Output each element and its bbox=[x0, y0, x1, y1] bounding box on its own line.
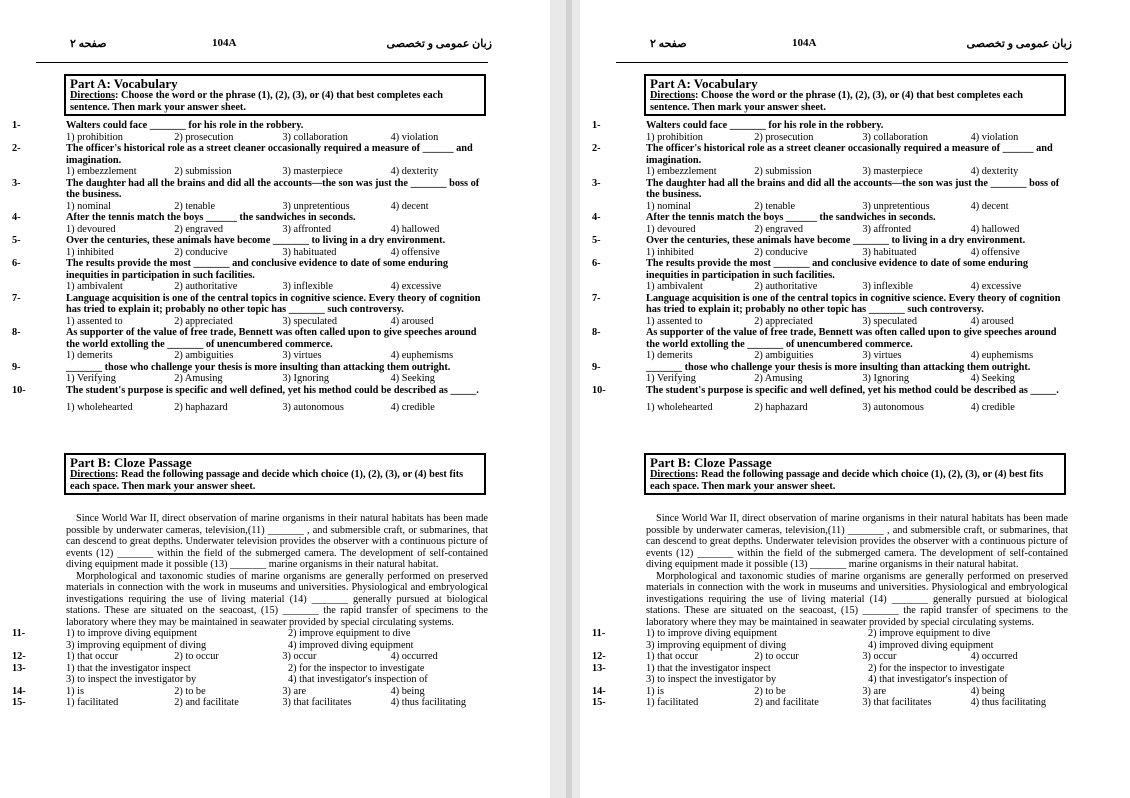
option-1[interactable]: 1) inhibited bbox=[646, 246, 694, 258]
exam-page-right bbox=[580, 0, 1130, 798]
option-1[interactable]: 1) Verifying bbox=[646, 373, 696, 384]
cloze-question-12 bbox=[580, 651, 1130, 663]
answer-options bbox=[66, 224, 488, 236]
cloze-question-15 bbox=[0, 697, 550, 709]
option-3[interactable]: 3) are bbox=[282, 685, 307, 697]
option-4[interactable]: 4) violation bbox=[970, 131, 1019, 143]
answer-options bbox=[646, 651, 1068, 663]
answer-options bbox=[66, 628, 488, 651]
option-2[interactable]: 2) prosecution bbox=[174, 131, 234, 143]
answer-options bbox=[646, 663, 1068, 686]
option-1[interactable]: 1) is bbox=[646, 685, 665, 697]
option-1[interactable]: 1) nominal bbox=[66, 200, 111, 212]
option-3[interactable]: 3) to inspect the investigator by bbox=[66, 674, 197, 685]
option-1[interactable]: 1) wholehearted bbox=[66, 402, 133, 413]
vocabulary-questions bbox=[0, 120, 550, 414]
question-stem: After the tennis match the boys ______ the sandwiches in seconds. bbox=[66, 212, 356, 223]
question-stem: The daughter had all the brains and did all the accounts—the son was just the _______ boss of the business. bbox=[66, 177, 480, 200]
question-3 bbox=[0, 178, 550, 213]
part-b-directions bbox=[70, 469, 480, 492]
option-3[interactable]: 3) Ignoring bbox=[862, 373, 909, 384]
option-3[interactable]: 3) improving equipment of diving bbox=[646, 639, 787, 651]
option-2[interactable]: 2) tenable bbox=[754, 200, 796, 212]
option-3[interactable]: 3) inflexible bbox=[862, 281, 913, 292]
option-2[interactable]: 2) Amusing bbox=[754, 373, 803, 384]
option-2[interactable]: 2) haphazard bbox=[754, 402, 808, 413]
option-2[interactable]: 2) prosecution bbox=[754, 131, 814, 143]
directions-label: Directions bbox=[70, 469, 115, 480]
question-2 bbox=[580, 143, 1130, 178]
answer-options bbox=[646, 247, 1068, 259]
part-b-directions bbox=[650, 469, 1060, 492]
question-number: 1- bbox=[592, 120, 601, 131]
option-4[interactable]: 4) being bbox=[970, 685, 1005, 697]
question-number: 6- bbox=[12, 258, 21, 269]
option-2[interactable]: 2) haphazard bbox=[174, 402, 228, 413]
question-number: 9- bbox=[592, 361, 601, 373]
part-b-directions-box bbox=[64, 453, 486, 495]
option-1[interactable]: 1) wholehearted bbox=[646, 402, 713, 413]
option-3[interactable]: 3) to inspect the investigator by bbox=[646, 674, 777, 685]
question-number: 9- bbox=[12, 361, 21, 373]
part-a-directions-box bbox=[64, 74, 486, 116]
part-b-title: Part B: Cloze Passage bbox=[650, 455, 772, 470]
question-8 bbox=[0, 327, 550, 362]
answer-options bbox=[66, 350, 488, 362]
passage-paragraph: Morphological and taxonomic studies of marine organisms are generally performed on preserved materials in connection with the work in museums and universities. Physiological and embryological investigations requiring the use of living material (14) _______ generally pursued at biological stations. These are situated on the seacoast, (15) _______ the rapid transfer of specimens to the laboratory where they may be maintained in seawater provided by special circulating systems. bbox=[66, 570, 488, 628]
page-number: صفحه ۲ bbox=[650, 38, 687, 50]
question-number: 3- bbox=[592, 177, 601, 189]
cloze-question-11 bbox=[580, 628, 1130, 651]
option-4[interactable]: 4) decent bbox=[970, 200, 1009, 212]
option-4[interactable]: 4) offensive bbox=[390, 246, 440, 258]
option-4[interactable]: 4) occurred bbox=[970, 651, 1018, 662]
question-stem: As supporter of the value of free trade, Bennett was often called upon to give speeches around the world extolling the _______ of unencumbered commerce. bbox=[646, 327, 1057, 350]
option-4[interactable]: 4) aroused bbox=[390, 315, 434, 327]
option-4[interactable]: 4) occurred bbox=[390, 651, 438, 662]
page-number: صفحه ۲ bbox=[70, 38, 107, 50]
option-3[interactable]: 3) unpretentious bbox=[862, 200, 930, 212]
option-3[interactable]: 3) virtues bbox=[282, 350, 322, 361]
option-3[interactable]: 3) affronted bbox=[862, 223, 912, 235]
option-2[interactable]: 2) and facilitate bbox=[174, 697, 239, 708]
question-number: 7- bbox=[12, 292, 21, 304]
question-number: 14- bbox=[592, 685, 606, 697]
directions-label: Directions bbox=[650, 90, 695, 101]
answer-options bbox=[646, 373, 1068, 385]
question-4 bbox=[0, 212, 550, 235]
option-2[interactable]: 2) Amusing bbox=[174, 373, 223, 384]
option-2[interactable]: 2) authoritative bbox=[174, 281, 238, 292]
option-4[interactable]: 4) offensive bbox=[970, 246, 1020, 258]
directions-label: Directions bbox=[650, 469, 695, 480]
option-1[interactable]: 1) to improve diving equipment bbox=[66, 628, 197, 639]
question-stem: Language acquisition is one of the central topics in cognitive science. Every theory of cognition has tried to explain it; probably no other topic has _______ such controversy. bbox=[646, 292, 1061, 315]
option-2[interactable]: 2) ambiguities bbox=[174, 350, 234, 361]
passage-paragraph: Since World War II, direct observation of marine organisms in their natural habitats has been made possible by underwater cameras, television,(11) _______ , and submersible craft, or submarines, that can descend to great depths. Underwater television provides the observer with a continuous picture of events (12) _______ within the field of the submerged camera. The development of self-contained diving equipment made it possible (13) _______ marine organisms in their natural habitat. bbox=[66, 513, 488, 570]
option-2[interactable]: 2) improve equipment to dive bbox=[868, 628, 991, 639]
question-stem: The results provide the most _______ and conclusive evidence to date of some enduring inequities in participation in such facilities. bbox=[66, 258, 449, 281]
question-number: 5- bbox=[592, 235, 601, 246]
option-4[interactable]: 4) violation bbox=[390, 131, 439, 143]
question-1 bbox=[580, 120, 1130, 143]
question-stem: After the tennis match the boys ______ the sandwiches in seconds. bbox=[646, 212, 936, 223]
passage-paragraph: Since World War II, direct observation of marine organisms in their natural habitats has been made possible by underwater cameras, television,(11) _______ , and submersible craft, or submarines, that can descend to great depths. Underwater television provides the observer with a continuous picture of events (12) _______ within the field of the submerged camera. The development of self-contained diving equipment made it possible (13) _______ marine organisms in their natural habitat. bbox=[646, 513, 1068, 570]
option-4[interactable]: 4) that investigator's inspection of bbox=[288, 674, 428, 685]
question-stem: Walters could face _______ for his role in the robbery. bbox=[66, 120, 304, 131]
option-3[interactable]: 3) inflexible bbox=[282, 281, 333, 292]
option-3[interactable]: 3) speculated bbox=[862, 315, 917, 327]
question-number: 10- bbox=[592, 384, 606, 396]
option-3[interactable]: 3) masterpiece bbox=[282, 166, 343, 177]
answer-options bbox=[66, 697, 488, 709]
answer-options bbox=[646, 686, 1068, 698]
answer-options bbox=[646, 281, 1068, 293]
vocabulary-questions bbox=[580, 120, 1130, 414]
exam-page-left bbox=[0, 0, 550, 798]
answer-options bbox=[66, 281, 488, 293]
cloze-question-15 bbox=[580, 697, 1130, 709]
option-1[interactable]: 1) prohibition bbox=[646, 131, 703, 143]
question-number: 15- bbox=[592, 697, 606, 708]
answer-options bbox=[646, 316, 1068, 328]
option-4[interactable]: 4) dexterity bbox=[970, 166, 1019, 177]
option-2[interactable]: 2) to be bbox=[754, 685, 786, 697]
subject-title: زبان عمومی و تخصصی bbox=[386, 38, 492, 50]
option-3[interactable]: 3) habituated bbox=[862, 246, 917, 258]
option-2[interactable]: 2) improve equipment to dive bbox=[288, 628, 411, 639]
option-4[interactable]: 4) Seeking bbox=[970, 373, 1015, 384]
cloze-question-13 bbox=[580, 663, 1130, 686]
option-4[interactable]: 4) euphemisms bbox=[390, 350, 454, 361]
question-number: 4- bbox=[12, 212, 21, 223]
option-1[interactable]: 1) ambivalent bbox=[646, 281, 703, 292]
question-number: 1- bbox=[12, 120, 21, 131]
option-1[interactable]: 1) Verifying bbox=[66, 373, 116, 384]
option-4[interactable]: 4) improved diving equipment bbox=[288, 639, 414, 651]
question-number: 13- bbox=[12, 662, 26, 674]
option-2[interactable]: 2) submission bbox=[754, 166, 812, 177]
option-1[interactable]: 1) embezzlement bbox=[66, 166, 137, 177]
directions-label: Directions bbox=[70, 90, 115, 101]
question-5 bbox=[0, 235, 550, 258]
option-1[interactable]: 1) demerits bbox=[646, 350, 693, 361]
directions-text: : Read the following passage and decide which choice (1), (2), (3), or (4) best fits each space. Then mark your answer sheet. bbox=[650, 469, 1044, 492]
option-3[interactable]: 3) are bbox=[862, 685, 887, 697]
question-stem: _______ those who challenge your thesis is more insulting than attacking them outright. bbox=[66, 361, 451, 373]
question-10 bbox=[0, 385, 550, 414]
question-stem: Over the centuries, these animals have become _______ to living in a dry environment. bbox=[66, 235, 446, 246]
option-4[interactable]: 4) hallowed bbox=[970, 223, 1020, 235]
part-a-directions bbox=[70, 90, 480, 113]
question-5 bbox=[580, 235, 1130, 258]
answer-options bbox=[646, 201, 1068, 213]
option-1[interactable]: 1) that the investigator inspect bbox=[66, 662, 191, 674]
option-3[interactable]: 3) autonomous bbox=[862, 402, 924, 413]
option-3[interactable]: 3) affronted bbox=[282, 223, 332, 235]
option-3[interactable]: 3) Ignoring bbox=[282, 373, 329, 384]
question-stem: The officer's historical role as a street cleaner occasionally required a measure of ______ and imagination. bbox=[66, 143, 473, 166]
option-3[interactable]: 3) speculated bbox=[282, 315, 337, 327]
question-stem: As supporter of the value of free trade, Bennett was often called upon to give speeches around the world extolling the _______ of unencumbered commerce. bbox=[66, 327, 477, 350]
question-number: 7- bbox=[592, 292, 601, 304]
question-4 bbox=[580, 212, 1130, 235]
question-8 bbox=[580, 327, 1130, 362]
answer-options bbox=[66, 651, 488, 663]
option-1[interactable]: 1) devoured bbox=[646, 223, 696, 235]
question-stem: The student's purpose is specific and well defined, yet his method could be described as _____. bbox=[66, 384, 479, 396]
option-3[interactable]: 3) improving equipment of diving bbox=[66, 639, 207, 651]
option-3[interactable]: 3) collaboration bbox=[282, 131, 348, 143]
option-2[interactable]: 2) conducive bbox=[174, 246, 228, 258]
question-number: 4- bbox=[592, 212, 601, 223]
option-4[interactable]: 4) thus facilitating bbox=[970, 697, 1047, 708]
option-1[interactable]: 1) that the investigator inspect bbox=[646, 662, 771, 674]
cloze-question-14 bbox=[580, 686, 1130, 698]
directions-text: : Choose the word or the phrase (1), (2), (3), or (4) that best completes each sentence. Then mark your answer sheet. bbox=[650, 90, 1023, 113]
part-b-directions-box bbox=[644, 453, 1066, 495]
answer-options bbox=[646, 402, 1068, 414]
question-6 bbox=[0, 258, 550, 293]
option-4[interactable]: 4) decent bbox=[390, 200, 429, 212]
option-3[interactable]: 3) masterpiece bbox=[862, 166, 923, 177]
question-stem: The student's purpose is specific and well defined, yet his method could be described as _____. bbox=[646, 384, 1059, 396]
option-4[interactable]: 4) being bbox=[390, 685, 425, 697]
option-3[interactable]: 3) occur bbox=[862, 651, 897, 662]
option-1[interactable]: 1) facilitated bbox=[66, 697, 119, 708]
part-a-directions bbox=[650, 90, 1060, 113]
question-7 bbox=[0, 293, 550, 328]
question-number: 13- bbox=[592, 662, 606, 674]
option-3[interactable]: 3) unpretentious bbox=[282, 200, 350, 212]
cloze-question-14 bbox=[0, 686, 550, 698]
option-2[interactable]: 2) engraved bbox=[174, 223, 224, 235]
cloze-question-11 bbox=[0, 628, 550, 651]
question-stem: The officer's historical role as a street cleaner occasionally required a measure of ______ and imagination. bbox=[646, 143, 1053, 166]
question-number: 2- bbox=[12, 143, 21, 154]
answer-options bbox=[66, 686, 488, 698]
part-a-title: Part A: Vocabulary bbox=[650, 76, 758, 91]
cloze-section bbox=[0, 513, 550, 709]
option-4[interactable]: 4) Seeking bbox=[390, 373, 435, 384]
question-6 bbox=[580, 258, 1130, 293]
option-2[interactable]: 2) to be bbox=[174, 685, 206, 697]
option-2[interactable]: 2) submission bbox=[174, 166, 232, 177]
question-number: 8- bbox=[592, 327, 601, 338]
option-2[interactable]: 2) ambiguities bbox=[754, 350, 814, 361]
option-3[interactable]: 3) autonomous bbox=[282, 402, 344, 413]
question-stem: Walters could face _______ for his role in the robbery. bbox=[646, 120, 884, 131]
answer-options bbox=[66, 247, 488, 259]
option-4[interactable]: 4) hallowed bbox=[390, 223, 440, 235]
question-3 bbox=[580, 178, 1130, 213]
option-1[interactable]: 1) facilitated bbox=[646, 697, 699, 708]
option-2[interactable]: 2) authoritative bbox=[754, 281, 818, 292]
question-number: 10- bbox=[12, 384, 26, 396]
exam-code: 104A bbox=[792, 37, 817, 49]
question-7 bbox=[580, 293, 1130, 328]
page-header bbox=[580, 37, 1130, 51]
option-3[interactable]: 3) collaboration bbox=[862, 131, 928, 143]
option-2[interactable]: 2) for the inspector to investigate bbox=[868, 662, 1005, 674]
part-b-title: Part B: Cloze Passage bbox=[70, 455, 192, 470]
answer-options bbox=[66, 316, 488, 328]
part-a-title: Part A: Vocabulary bbox=[70, 76, 178, 91]
option-4[interactable]: 4) aroused bbox=[970, 315, 1014, 327]
option-1[interactable]: 1) assented to bbox=[646, 315, 703, 327]
question-stem: Language acquisition is one of the central topics in cognitive science. Every theory of cognition has tried to explain it; probably no other topic has _______ such controversy. bbox=[66, 292, 481, 315]
question-9 bbox=[0, 362, 550, 385]
option-3[interactable]: 3) virtues bbox=[862, 350, 902, 361]
question-9 bbox=[580, 362, 1130, 385]
directions-text: : Choose the word or the phrase (1), (2), (3), or (4) that best completes each sentence. Then mark your answer sheet. bbox=[70, 90, 443, 113]
option-2[interactable]: 2) to occur bbox=[754, 651, 799, 662]
option-3[interactable]: 3) that facilitates bbox=[862, 697, 932, 708]
answer-options bbox=[66, 166, 488, 178]
option-3[interactable]: 3) that facilitates bbox=[282, 697, 352, 708]
option-2[interactable]: 2) and facilitate bbox=[754, 697, 819, 708]
question-stem: The results provide the most _______ and conclusive evidence to date of some enduring inequities in participation in such facilities. bbox=[646, 258, 1029, 281]
answer-options bbox=[646, 166, 1068, 178]
answer-options bbox=[66, 402, 488, 414]
question-number: 6- bbox=[592, 258, 601, 269]
question-number: 12- bbox=[592, 651, 606, 662]
page-header bbox=[0, 37, 550, 51]
subject-title: زبان عمومی و تخصصی bbox=[966, 38, 1072, 50]
part-a-directions-box bbox=[644, 74, 1066, 116]
answer-options bbox=[646, 697, 1068, 709]
exam-code: 104A bbox=[212, 37, 237, 49]
option-2[interactable]: 2) appreciated bbox=[174, 315, 233, 327]
answer-options bbox=[66, 663, 488, 686]
question-number: 2- bbox=[592, 143, 601, 154]
answer-options bbox=[66, 373, 488, 385]
page-divider bbox=[566, 0, 572, 798]
question-number: 12- bbox=[12, 651, 26, 662]
option-4[interactable]: 4) excessive bbox=[390, 281, 442, 292]
option-1[interactable]: 1) assented to bbox=[66, 315, 123, 327]
option-2[interactable]: 2) conducive bbox=[754, 246, 808, 258]
option-1[interactable]: 1) ambivalent bbox=[66, 281, 123, 292]
question-stem: _______ those who challenge your thesis is more insulting than attacking them outright. bbox=[646, 361, 1031, 373]
question-10 bbox=[580, 385, 1130, 414]
passage-paragraph: Morphological and taxonomic studies of marine organisms are generally performed on preserved materials in connection with the work in museums and universities. Physiological and embryological investigations requiring the use of living material (14) _______ generally pursued at biological stations. These are situated on the seacoast, (15) _______ the rapid transfer of specimens to the laboratory where they may be maintained in seawater provided by special circulating systems. bbox=[646, 570, 1068, 628]
question-number: 11- bbox=[592, 628, 606, 639]
question-stem: Over the centuries, these animals have become _______ to living in a dry environment. bbox=[646, 235, 1026, 246]
directions-text: : Read the following passage and decide which choice (1), (2), (3), or (4) best fits each space. Then mark your answer sheet. bbox=[70, 469, 464, 492]
cloze-question-12 bbox=[0, 651, 550, 663]
option-4[interactable]: 4) that investigator's inspection of bbox=[868, 674, 1008, 685]
option-1[interactable]: 1) that occur bbox=[646, 651, 699, 662]
answer-options bbox=[646, 350, 1068, 362]
option-3[interactable]: 3) habituated bbox=[282, 246, 337, 258]
question-stem: The daughter had all the brains and did all the accounts—the son was just the _______ boss of the business. bbox=[646, 177, 1060, 200]
option-2[interactable]: 2) appreciated bbox=[754, 315, 813, 327]
option-1[interactable]: 1) devoured bbox=[66, 223, 116, 235]
option-1[interactable]: 1) embezzlement bbox=[646, 166, 717, 177]
option-1[interactable]: 1) prohibition bbox=[66, 131, 123, 143]
option-2[interactable]: 2) to occur bbox=[174, 651, 219, 662]
option-4[interactable]: 4) dexterity bbox=[390, 166, 439, 177]
option-4[interactable]: 4) excessive bbox=[970, 281, 1022, 292]
option-1[interactable]: 1) demerits bbox=[66, 350, 113, 361]
option-4[interactable]: 4) credible bbox=[390, 402, 435, 413]
answer-options bbox=[66, 132, 488, 144]
answer-options bbox=[646, 628, 1068, 651]
cloze-section bbox=[580, 513, 1130, 709]
answer-options bbox=[66, 201, 488, 213]
option-4[interactable]: 4) credible bbox=[970, 402, 1015, 413]
option-4[interactable]: 4) improved diving equipment bbox=[868, 639, 994, 651]
cloze-question-13 bbox=[0, 663, 550, 686]
question-2 bbox=[0, 143, 550, 178]
question-number: 8- bbox=[12, 327, 21, 338]
question-1 bbox=[0, 120, 550, 143]
answer-options bbox=[646, 224, 1068, 236]
question-number: 3- bbox=[12, 177, 21, 189]
question-number: 14- bbox=[12, 685, 26, 697]
header-rule bbox=[36, 62, 488, 63]
option-1[interactable]: 1) is bbox=[66, 685, 85, 697]
question-number: 11- bbox=[12, 628, 26, 639]
option-2[interactable]: 2) tenable bbox=[174, 200, 216, 212]
option-1[interactable]: 1) nominal bbox=[646, 200, 691, 212]
header-rule bbox=[616, 62, 1068, 63]
option-2[interactable]: 2) engraved bbox=[754, 223, 804, 235]
option-2[interactable]: 2) for the inspector to investigate bbox=[288, 662, 425, 674]
option-1[interactable]: 1) inhibited bbox=[66, 246, 114, 258]
option-1[interactable]: 1) that occur bbox=[66, 651, 119, 662]
option-4[interactable]: 4) euphemisms bbox=[970, 350, 1034, 361]
option-4[interactable]: 4) thus facilitating bbox=[390, 697, 467, 708]
option-3[interactable]: 3) occur bbox=[282, 651, 317, 662]
question-number: 15- bbox=[12, 697, 26, 708]
option-1[interactable]: 1) to improve diving equipment bbox=[646, 628, 777, 639]
question-number: 5- bbox=[12, 235, 21, 246]
answer-options bbox=[646, 132, 1068, 144]
